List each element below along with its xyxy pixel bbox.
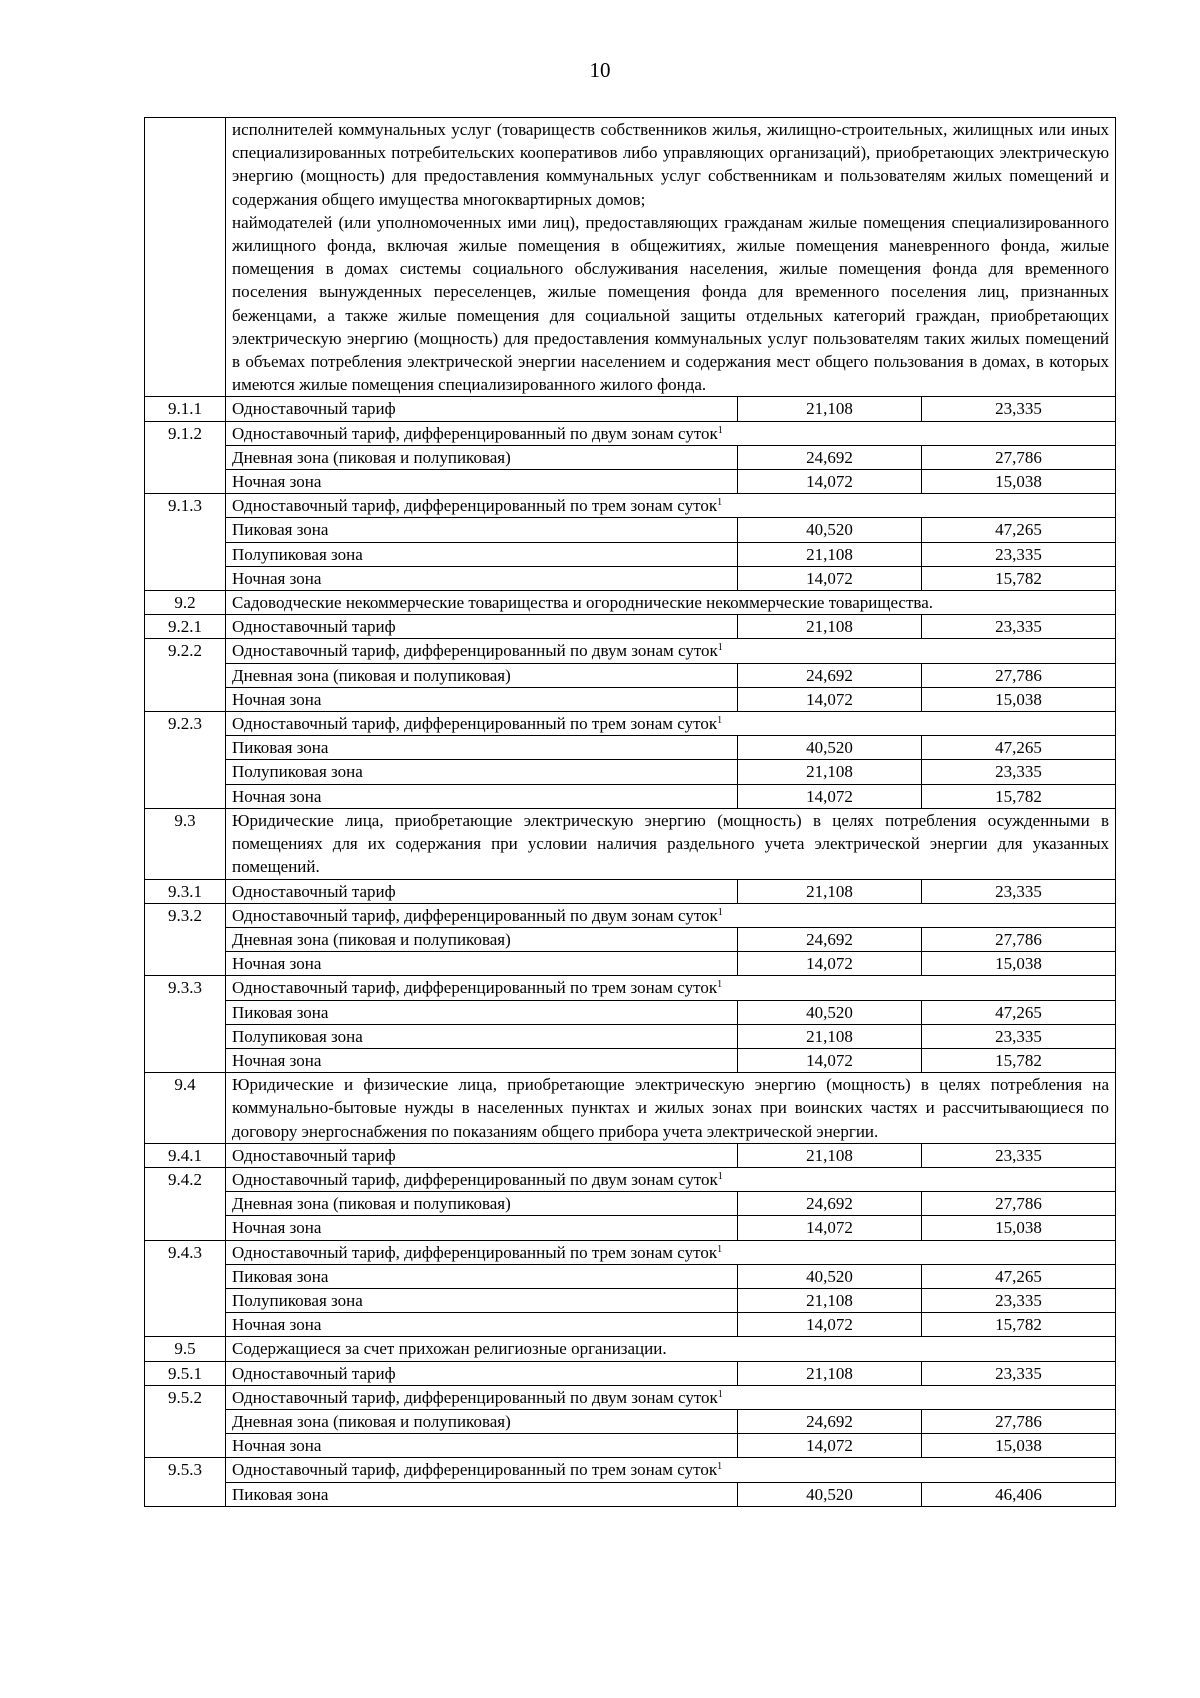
row-label-text: Одноставочный тариф, дифференцированный по трем зонам суток [232,978,718,998]
table-row [145,615,1116,639]
row-label: Ночная зона [226,1434,738,1458]
value-cell-2: 15,782 [922,1048,1116,1072]
row-label: Садоводческие некоммерческие товарищества и огороднические некоммерческие товарищества. [226,591,1116,615]
value-cell-1: 14,072 [738,470,922,494]
value-cell-2: 23,335 [922,760,1116,784]
table-row [145,639,1116,663]
row-code: 9.3 [145,808,226,879]
table-row [145,1361,1116,1385]
row-label: Ночная зона [226,952,738,976]
table-row [145,808,1116,879]
value-cell-1: 40,520 [738,736,922,760]
tariff-table [144,117,1116,1507]
value-cell-2: 27,786 [922,445,1116,469]
row-label: Ночная зона [226,1048,738,1072]
table-row [145,1313,1116,1337]
value-cell-1: 14,072 [738,952,922,976]
table-row [145,1167,1116,1191]
row-label: Ночная зона [226,470,738,494]
row-code: 9.2.2 [145,639,226,712]
row-label [226,976,1116,1000]
footnote-mark: 1 [717,906,723,918]
row-code: 9.5 [145,1337,226,1361]
row-code: 9.1.1 [145,397,226,421]
value-cell-2: 47,265 [922,518,1116,542]
value-cell-2: 15,782 [922,1313,1116,1337]
value-cell-1: 14,072 [738,1434,922,1458]
tariff-table-body [145,118,1116,1507]
table-row [145,421,1116,445]
value-cell-1: 24,692 [738,445,922,469]
row-code: 9.3.1 [145,879,226,903]
value-cell-1: 21,108 [738,397,922,421]
row-code: 9.5.2 [145,1385,226,1458]
value-cell-1: 21,108 [738,1361,922,1385]
value-cell-1: 21,108 [738,879,922,903]
value-cell-2: 46,406 [922,1482,1116,1506]
intro-paragraph: наймодателей (или уполномоченных ими лиц), предоставляющих гражданам жилые помещения специализированного жилищного фонда, включая жилые помещения в общежитиях, жилые помещения маневренного фонда, жилые помещения в домах системы социального обслуживания населения, жилые помещения фонда для временного поселения вынужденных переселенцев, жилые помещения фонда для временного поселения лиц, признанных беженцами, а также жилые помещения для социальной защиты отдельных категорий граждан, приобретающих электрическую энергию (мощность) для предоставления коммунальных услуг пользователям таких жилых помещений в объемах потребления электрической энергии населением и содержания мест общего пользования в домах, в которых имеются жилые помещения специализированного жилого фонда. [232,212,1110,395]
row-label [226,903,1116,927]
footnote-mark: 1 [717,715,723,727]
table-row [145,1216,1116,1240]
row-label: Одноставочный тариф [226,1361,738,1385]
table-row [145,903,1116,927]
value-cell-2: 23,335 [922,1288,1116,1312]
value-cell-2: 15,782 [922,784,1116,808]
value-cell-1: 24,692 [738,663,922,687]
value-cell-1: 14,072 [738,1313,922,1337]
row-label: Дневная зона (пиковая и полупиковая) [226,445,738,469]
value-cell-2: 15,038 [922,470,1116,494]
row-label-text: Одноставочный тариф, дифференцированный по двум зонам суток [232,905,718,925]
table-row [145,712,1116,736]
table-row [145,663,1116,687]
row-label-text: Одноставочный тариф, дифференцированный по трем зонам суток [232,1460,718,1480]
row-label: Содержащиеся за счет прихожан религиозные организации. [226,1337,1116,1361]
row-label: Одноставочный тариф [226,397,738,421]
value-cell-1: 21,108 [738,1288,922,1312]
row-code: 9.4.1 [145,1143,226,1167]
row-label [226,1240,1116,1264]
footnote-mark: 1 [717,1170,723,1182]
value-cell-1: 21,108 [738,615,922,639]
row-code: 9.1.3 [145,494,226,591]
table-row [145,1048,1116,1072]
table-row [145,952,1116,976]
row-label-text: Одноставочный тариф, дифференцированный по трем зонам суток [232,1242,718,1262]
value-cell-2: 15,038 [922,1216,1116,1240]
value-cell-2: 47,265 [922,736,1116,760]
value-cell-1: 21,108 [738,1024,922,1048]
table-row [145,927,1116,951]
row-label: Пиковая зона [226,518,738,542]
row-label-text: Одноставочный тариф, дифференцированный по трем зонам суток [232,496,718,516]
table-row [145,1458,1116,1482]
intro-code-cell [145,118,226,397]
value-cell-1: 40,520 [738,1482,922,1506]
page-number: 10 [589,58,611,82]
value-cell-2: 15,782 [922,566,1116,590]
table-row [145,1385,1116,1409]
value-cell-2: 23,335 [922,879,1116,903]
value-cell-2: 47,265 [922,1000,1116,1024]
row-code: 9.5.3 [145,1458,226,1506]
value-cell-1: 21,108 [738,1143,922,1167]
footnote-mark: 1 [717,1243,723,1255]
row-label-text: Одноставочный тариф, дифференцированный по двум зонам суток [232,423,718,443]
table-row [145,518,1116,542]
footnote-mark: 1 [717,642,723,654]
row-label: Ночная зона [226,1216,738,1240]
table-row [145,1143,1116,1167]
table-row [145,784,1116,808]
row-label [226,639,1116,663]
value-cell-1: 14,072 [738,1048,922,1072]
row-label: Дневная зона (пиковая и полупиковая) [226,1192,738,1216]
row-label: Ночная зона [226,687,738,711]
row-code: 9.2.3 [145,712,226,809]
table-row [145,1288,1116,1312]
table-row [145,1264,1116,1288]
table-row [145,1482,1116,1506]
row-code: 9.2 [145,591,226,615]
row-code: 9.1.2 [145,421,226,494]
row-label: Ночная зона [226,566,738,590]
row-label-text: Одноставочный тариф, дифференцированный по двум зонам суток [232,1387,718,1407]
row-code: 9.4.3 [145,1240,226,1337]
row-label: Пиковая зона [226,736,738,760]
row-label: Ночная зона [226,1313,738,1337]
row-label: Дневная зона (пиковая и полупиковая) [226,927,738,951]
value-cell-1: 14,072 [738,566,922,590]
table-row [145,445,1116,469]
row-label: Юридические лица, приобретающие электрическую энергию (мощность) в целях потребления осужденными в помещениях для их содержания при условии наличия раздельного учета электрической энергии для указанных помещений. [226,808,1116,879]
value-cell-2: 27,786 [922,1409,1116,1433]
row-label: Ночная зона [226,784,738,808]
table-row [145,1240,1116,1264]
table-row [145,1073,1116,1144]
row-label [226,1385,1116,1409]
table-row [145,1409,1116,1433]
footnote-mark: 1 [717,1461,723,1473]
intro-text-cell [226,118,1116,397]
value-cell-1: 14,072 [738,687,922,711]
table-row [145,1337,1116,1361]
table-row [145,1192,1116,1216]
value-cell-2: 27,786 [922,927,1116,951]
value-cell-2: 15,038 [922,687,1116,711]
value-cell-1: 14,072 [738,1216,922,1240]
value-cell-1: 21,108 [738,760,922,784]
value-cell-2: 23,335 [922,1361,1116,1385]
footnote-mark: 1 [717,424,723,436]
value-cell-2: 23,335 [922,542,1116,566]
row-label [226,494,1116,518]
footnote-mark: 1 [717,497,723,509]
footnote-mark: 1 [717,979,723,991]
row-label: Дневная зона (пиковая и полупиковая) [226,663,738,687]
intro-paragraph: исполнителей коммунальных услуг (товариществ собственников жилья, жилищно-строительных, жилищных или иных специализированных потребительских кооперативов либо управляющих организаций), приобретающих электрическую энергию (мощность) для предоставления коммунальных услуг собственникам и пользователям жилых помещений и содержания общего имущества многоквартирных домов; [232,120,1110,209]
row-label: Пиковая зона [226,1264,738,1288]
row-label: Дневная зона (пиковая и полупиковая) [226,1409,738,1433]
value-cell-2: 23,335 [922,397,1116,421]
row-label: Пиковая зона [226,1482,738,1506]
value-cell-1: 24,692 [738,927,922,951]
value-cell-1: 14,072 [738,784,922,808]
value-cell-2: 27,786 [922,1192,1116,1216]
table-row [145,736,1116,760]
value-cell-1: 40,520 [738,518,922,542]
row-code: 9.3.3 [145,976,226,1073]
row-code: 9.3.2 [145,903,226,976]
table-row [145,591,1116,615]
value-cell-1: 24,692 [738,1192,922,1216]
value-cell-2: 23,335 [922,615,1116,639]
value-cell-1: 40,520 [738,1264,922,1288]
value-cell-2: 23,335 [922,1024,1116,1048]
table-row [145,1024,1116,1048]
value-cell-2: 15,038 [922,1434,1116,1458]
row-code: 9.5.1 [145,1361,226,1385]
value-cell-2: 47,265 [922,1264,1116,1288]
row-label-text: Одноставочный тариф, дифференцированный по двум зонам суток [232,1169,718,1189]
value-cell-2: 27,786 [922,663,1116,687]
row-code: 9.4.2 [145,1167,226,1240]
table-row [145,1434,1116,1458]
row-label [226,712,1116,736]
row-code: 9.2.1 [145,615,226,639]
row-label-text: Одноставочный тариф, дифференцированный по трем зонам суток [232,714,718,734]
row-code: 9.4 [145,1073,226,1144]
row-label: Одноставочный тариф [226,879,738,903]
intro-row [145,118,1116,397]
table-row [145,494,1116,518]
value-cell-1: 21,108 [738,542,922,566]
table-row [145,566,1116,590]
table-row [145,1000,1116,1024]
row-label: Полупиковая зона [226,1024,738,1048]
row-label: Юридические и физические лица, приобретающие электрическую энергию (мощность) в целях потребления на коммунально-бытовые нужды в населенных пунктах и жилых зонах при воинских частях и рассчитывающиеся по договору энергоснабжения по показаниям общего прибора учета электрической энергии. [226,1073,1116,1144]
table-row [145,879,1116,903]
row-label: Одноставочный тариф [226,1143,738,1167]
row-label-text: Одноставочный тариф, дифференцированный по двум зонам суток [232,641,718,661]
row-label: Полупиковая зона [226,1288,738,1312]
row-label [226,1458,1116,1482]
table-row [145,687,1116,711]
table-row [145,397,1116,421]
value-cell-1: 40,520 [738,1000,922,1024]
row-label: Полупиковая зона [226,542,738,566]
table-row [145,470,1116,494]
row-label [226,421,1116,445]
footnote-mark: 1 [717,1388,723,1400]
table-row [145,976,1116,1000]
value-cell-2: 15,038 [922,952,1116,976]
row-label: Одноставочный тариф [226,615,738,639]
value-cell-1: 24,692 [738,1409,922,1433]
row-label [226,1167,1116,1191]
value-cell-2: 23,335 [922,1143,1116,1167]
table-row [145,542,1116,566]
row-label: Пиковая зона [226,1000,738,1024]
table-row [145,760,1116,784]
row-label: Полупиковая зона [226,760,738,784]
